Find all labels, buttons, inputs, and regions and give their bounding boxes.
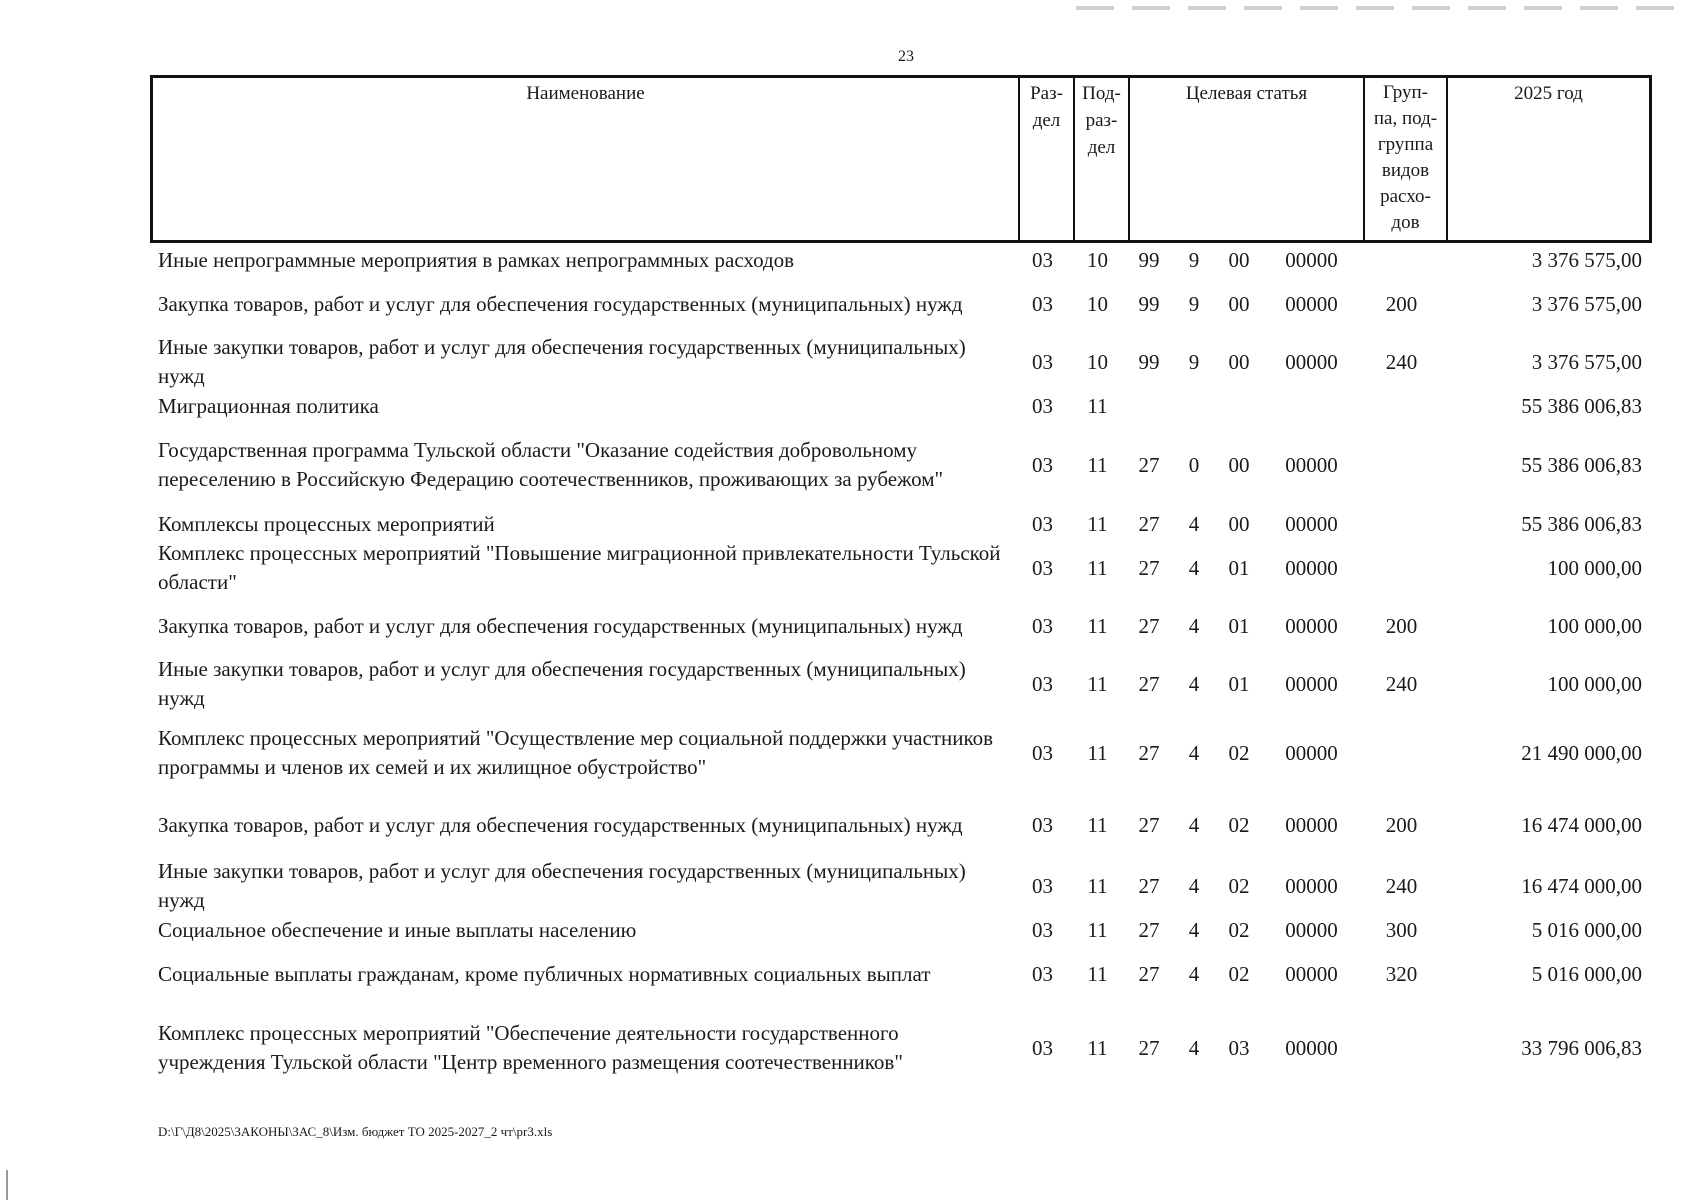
row-section: 03: [1032, 613, 1053, 638]
row-name: Иные непрограммные мероприятия в рамках непрограммных расходов: [158, 247, 795, 272]
row-target-1: 27: [1138, 873, 1160, 898]
header-section: [1018, 78, 1073, 240]
table-row: [150, 713, 1652, 793]
row-amount: 100 000,00: [1547, 555, 1642, 580]
row-section: 03: [1032, 291, 1053, 316]
row-group: 240: [1385, 671, 1418, 696]
row-target-4: 00000: [1285, 671, 1338, 696]
row-section: 03: [1032, 452, 1053, 477]
row-group: 200: [1385, 812, 1418, 837]
table-row: [150, 945, 1652, 1003]
row-subsection: 11: [1087, 613, 1108, 638]
row-target-2: 4: [1188, 740, 1200, 765]
header-group-label: Груп- па, под- группа видов расхо- дов: [1373, 82, 1438, 233]
row-subsection: 10: [1087, 247, 1108, 272]
row-target-4: 00000: [1285, 349, 1338, 374]
row-section: 03: [1032, 873, 1053, 898]
header-target: [1128, 78, 1363, 240]
table-row: [150, 915, 1652, 945]
row-section: 03: [1032, 393, 1053, 418]
table-row: [150, 793, 1652, 857]
row-name: Социальные выплаты гражданам, кроме публичных нормативных социальных выплат: [158, 961, 931, 986]
scan-artifact: [1076, 6, 1676, 10]
row-target-4: 00000: [1285, 812, 1338, 837]
row-section: 03: [1032, 917, 1053, 942]
row-target-3: 02: [1228, 740, 1250, 765]
row-target-3: 01: [1228, 555, 1250, 580]
table-row: [150, 1003, 1652, 1093]
table-row: [150, 857, 1652, 915]
row-subsection: 11: [1087, 873, 1108, 898]
row-name: Комплексы процессных мероприятий: [158, 511, 495, 536]
row-section: 03: [1032, 812, 1053, 837]
row-target-3: 01: [1228, 671, 1250, 696]
row-subsection: 11: [1087, 740, 1108, 765]
row-target-2: 4: [1188, 917, 1200, 942]
row-amount: 16 474 000,00: [1521, 873, 1642, 898]
table-row: [150, 391, 1652, 421]
row-target-2: 4: [1188, 873, 1200, 898]
row-subsection: 10: [1087, 349, 1108, 374]
row-target-3: 00: [1228, 511, 1250, 536]
row-subsection: 11: [1087, 917, 1108, 942]
row-target-1: 99: [1138, 247, 1160, 272]
row-amount: 3 376 575,00: [1531, 291, 1642, 316]
row-name: Иные закупки товаров, работ и услуг для обеспечения государственных (муниципальных) нужд: [158, 335, 966, 388]
row-target-2: 4: [1188, 613, 1200, 638]
row-target-4: 00000: [1285, 247, 1338, 272]
row-target-3: 00: [1228, 452, 1250, 477]
row-target-3: 03: [1228, 1035, 1250, 1060]
row-target-3: 00: [1228, 247, 1250, 272]
row-target-1: 27: [1138, 452, 1160, 477]
row-amount: 5 016 000,00: [1531, 961, 1642, 986]
row-target-2: 9: [1188, 247, 1200, 272]
row-target-1: 27: [1138, 917, 1160, 942]
row-target-2: 4: [1188, 511, 1200, 536]
row-target-1: 27: [1138, 812, 1160, 837]
row-amount: 16 474 000,00: [1521, 812, 1642, 837]
row-name: Закупка товаров, работ и услуг для обеспечения государственных (муниципальных) нужд: [158, 613, 963, 638]
row-name: Комплекс процессных мероприятий "Осуществление мер социальной поддержки участников программы и членов их семей и их жилищное обустройство": [158, 726, 994, 779]
row-subsection: 11: [1087, 555, 1108, 580]
row-section: 03: [1032, 1035, 1053, 1060]
table-row: [150, 509, 1652, 539]
row-target-1: 27: [1138, 511, 1160, 536]
row-target-4: 00000: [1285, 873, 1338, 898]
row-target-4: 00000: [1285, 613, 1338, 638]
row-section: 03: [1032, 555, 1053, 580]
row-target-2: 4: [1188, 555, 1200, 580]
row-target-3: 02: [1228, 812, 1250, 837]
table-header: [150, 75, 1652, 243]
row-name: Закупка товаров, работ и услуг для обеспечения государственных (муниципальных) нужд: [158, 812, 963, 837]
row-name: Иные закупки товаров, работ и услуг для обеспечения государственных (муниципальных) нужд: [158, 657, 966, 710]
row-target-1: 27: [1138, 671, 1160, 696]
row-target-4: 00000: [1285, 740, 1338, 765]
row-target-2: 0: [1188, 452, 1200, 477]
row-target-1: 27: [1138, 555, 1160, 580]
table-row: [150, 539, 1652, 597]
row-target-1: 27: [1138, 1035, 1160, 1060]
row-amount: 100 000,00: [1547, 613, 1642, 638]
header-target-label: Целевая статья: [1185, 83, 1308, 104]
row-target-2: 9: [1188, 349, 1200, 374]
row-amount: 55 386 006,83: [1521, 452, 1642, 477]
row-target-3: 02: [1228, 961, 1250, 986]
row-name: Социальное обеспечение и иные выплаты населению: [158, 917, 637, 942]
row-amount: 100 000,00: [1547, 671, 1642, 696]
row-group: 320: [1385, 961, 1418, 986]
table-row: [150, 655, 1652, 713]
row-section: 03: [1032, 247, 1053, 272]
row-amount: 21 490 000,00: [1521, 740, 1642, 765]
row-subsection: 11: [1087, 452, 1108, 477]
row-group: 240: [1385, 349, 1418, 374]
row-target-4: 00000: [1285, 511, 1338, 536]
row-group: 240: [1385, 873, 1418, 898]
row-name: Государственная программа Тульской области "Оказание содействия добровольному переселению в Российскую Федерацию соотечественников, проживающих за рубежом": [158, 438, 944, 491]
row-amount: 5 016 000,00: [1531, 917, 1642, 942]
row-target-4: 00000: [1285, 961, 1338, 986]
header-name: [153, 78, 1018, 240]
row-name: Комплекс процессных мероприятий "Обеспечение деятельности государственного учреждения Тульской области "Центр временного размещения соотечественников": [158, 1021, 903, 1074]
row-target-2: 4: [1188, 1035, 1200, 1060]
header-year-label: 2025 год: [1514, 83, 1583, 104]
row-target-4: 00000: [1285, 555, 1338, 580]
table-row: [150, 597, 1652, 655]
row-target-1: 27: [1138, 961, 1160, 986]
row-target-4: 00000: [1285, 1035, 1338, 1060]
row-section: 03: [1032, 349, 1053, 374]
row-name: Закупка товаров, работ и услуг для обеспечения государственных (муниципальных) нужд: [158, 291, 963, 316]
row-subsection: 11: [1087, 961, 1108, 986]
page-number: 23: [898, 48, 914, 65]
table-body: [150, 245, 1652, 1093]
row-amount: 3 376 575,00: [1531, 349, 1642, 374]
table-row: [150, 421, 1652, 509]
header-name-label: Наименование: [526, 83, 645, 104]
row-target-4: 00000: [1285, 917, 1338, 942]
row-amount: 55 386 006,83: [1521, 511, 1642, 536]
header-subsection-label: Под- раз- дел: [1082, 83, 1121, 158]
table-row: [150, 333, 1652, 391]
row-section: 03: [1032, 511, 1053, 536]
row-subsection: 11: [1087, 812, 1108, 837]
row-target-4: 00000: [1285, 291, 1338, 316]
row-target-3: 00: [1228, 349, 1250, 374]
row-amount: 33 796 006,83: [1521, 1035, 1642, 1060]
row-target-1: 99: [1138, 349, 1160, 374]
header-section-label: Раз- дел: [1030, 83, 1063, 131]
row-section: 03: [1032, 961, 1053, 986]
row-target-3: 02: [1228, 917, 1250, 942]
row-section: 03: [1032, 671, 1053, 696]
row-target-3: 02: [1228, 873, 1250, 898]
row-target-2: 4: [1188, 812, 1200, 837]
file-path-footer: D:\Г\Д8\2025\ЗАКОНЫ\ЗАС_8\Изм. бюджет ТО 2025-2027_2 чт\pr3.xls: [158, 1124, 553, 1139]
row-group: 200: [1385, 291, 1418, 316]
row-subsection: 11: [1087, 671, 1108, 696]
row-target-1: 27: [1138, 740, 1160, 765]
header-year: [1446, 78, 1649, 240]
row-name: Миграционная политика: [158, 393, 379, 418]
row-subsection: 11: [1087, 393, 1108, 418]
row-target-4: 00000: [1285, 452, 1338, 477]
table-row: [150, 275, 1652, 333]
row-target-2: 4: [1188, 671, 1200, 696]
row-target-3: 01: [1228, 613, 1250, 638]
row-name: Иные закупки товаров, работ и услуг для обеспечения государственных (муниципальных) нужд: [158, 859, 966, 912]
row-name: Комплекс процессных мероприятий "Повышение миграционной привлекательности Тульской области": [158, 541, 1001, 594]
header-subsection: [1073, 78, 1128, 240]
row-group: 300: [1385, 917, 1418, 942]
row-amount: 3 376 575,00: [1531, 247, 1642, 272]
row-subsection: 11: [1087, 511, 1108, 536]
row-target-1: 27: [1138, 613, 1160, 638]
header-group: [1363, 78, 1446, 240]
row-target-2: 9: [1188, 291, 1200, 316]
table-row: [150, 245, 1652, 275]
row-section: 03: [1032, 740, 1053, 765]
row-group: 200: [1385, 613, 1418, 638]
row-subsection: 10: [1087, 291, 1108, 316]
row-target-3: 00: [1228, 291, 1250, 316]
scan-artifact-left: [6, 1170, 8, 1200]
row-subsection: 11: [1087, 1035, 1108, 1060]
row-target-1: 99: [1138, 291, 1160, 316]
row-amount: 55 386 006,83: [1521, 393, 1642, 418]
row-target-2: 4: [1188, 961, 1200, 986]
